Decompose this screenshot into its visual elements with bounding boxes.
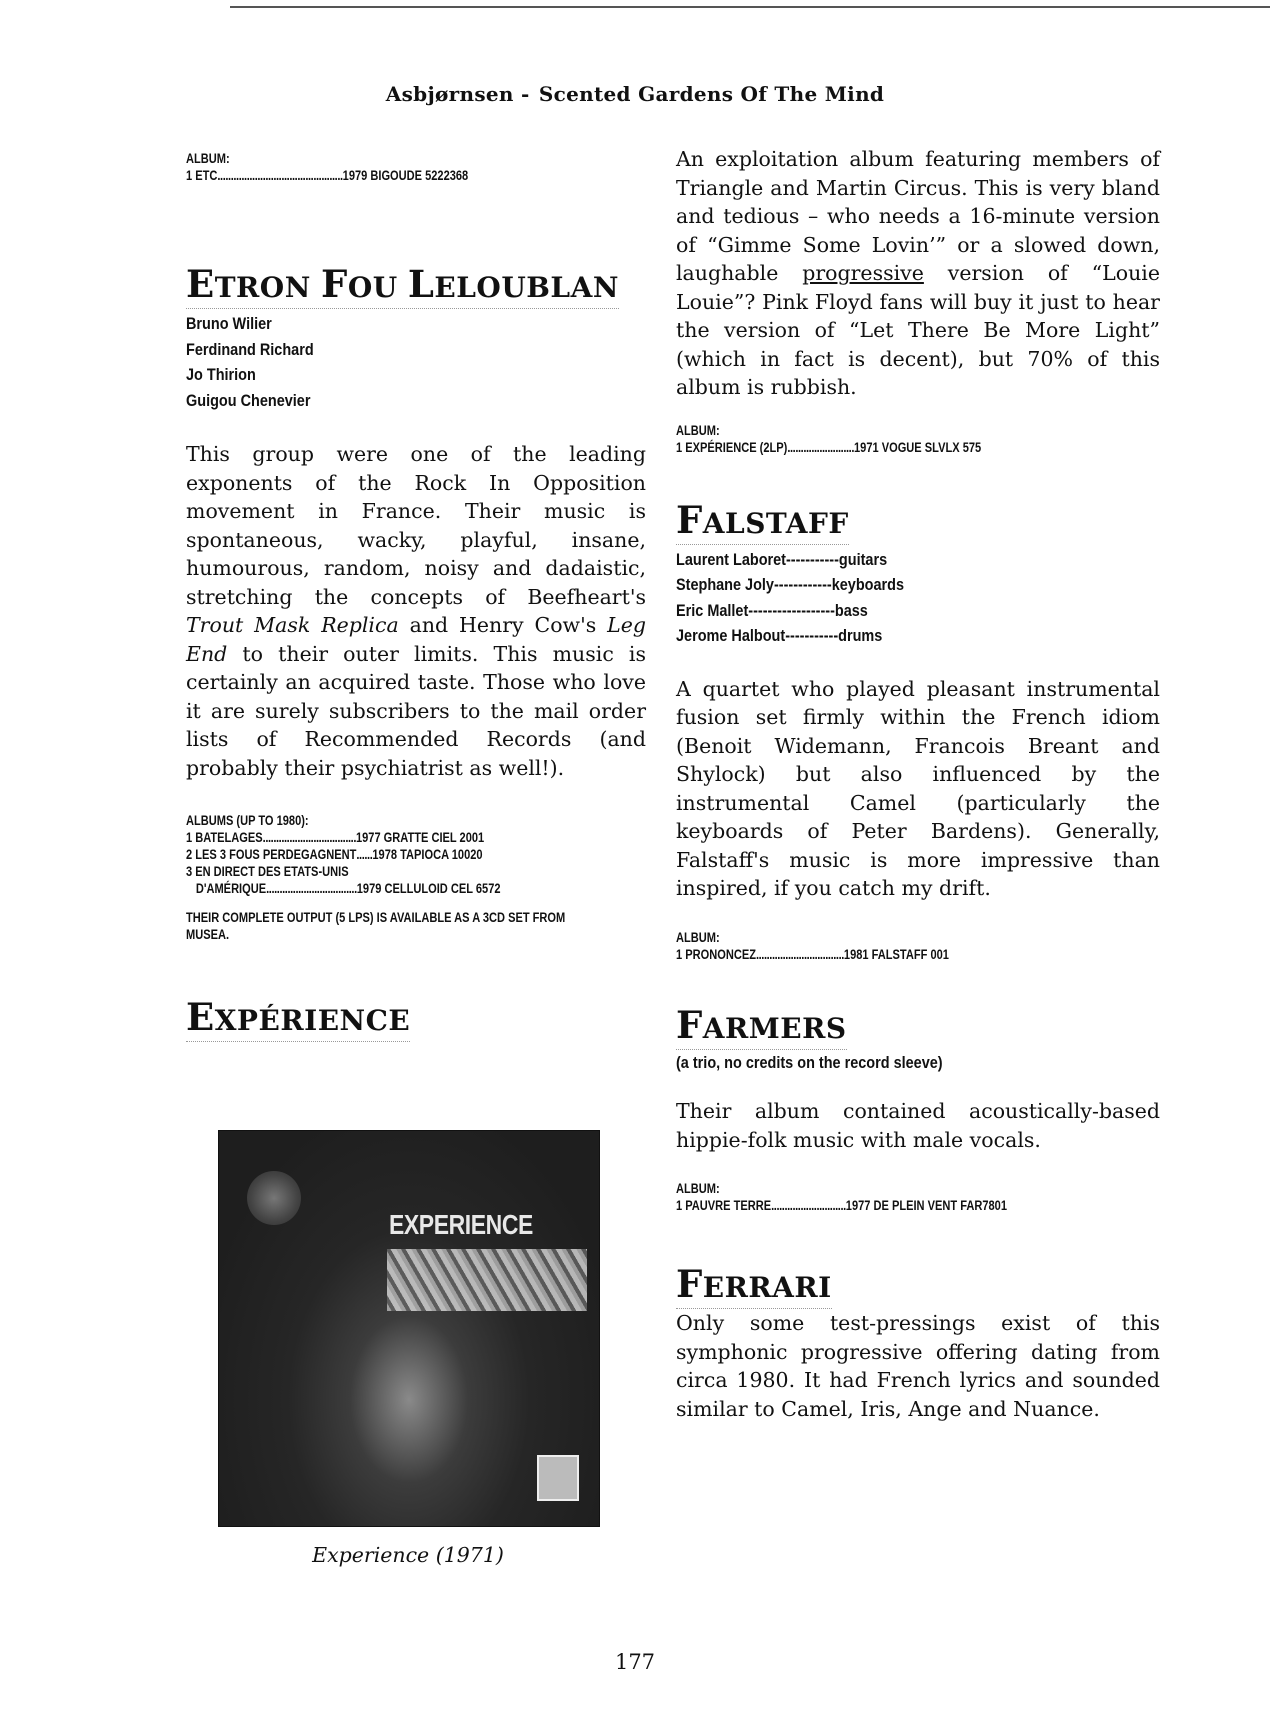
- left-column: [186, 150, 646, 1042]
- album-label: ALBUM:: [676, 422, 720, 438]
- top-rule: [230, 6, 1270, 8]
- album-row: D'AMÉRIQUE..................................1979 CELLULOID CEL 6572: [195, 881, 501, 896]
- experience-description: An exploitation album featuring members of Triangle and Martin Circus. This is very bland and tedious – who needs a 16-minute version of “Gimme Some Lovin’” or a slowed down, laughable progressive version of “Louie Louie”? Pink Floyd fans will buy it just to hear the version of “Let There Be More Light” (which in fact is decent), but 70% of this album is rubbish.: [676, 147, 1160, 399]
- right-column: [676, 145, 1160, 1423]
- album-row: 1 PRONONCEZ.................................1981 FALSTAFF 001: [676, 946, 949, 962]
- album-row: 1 EXPÉRIENCE (2LP).........................1971 VOGUE SLVLX 575: [676, 439, 982, 455]
- record-label-logo-icon: [247, 1171, 301, 1225]
- album-row: 1 PAUVRE TERRE............................1977 DE PLEIN VENT FAR7801: [676, 1198, 1007, 1213]
- member: Eric Mallet------------------bass: [676, 600, 868, 620]
- header-book-title: Scented Gardens Of The Mind: [538, 82, 885, 106]
- member: Laurent Laboret-----------guitars: [676, 549, 888, 569]
- experience-title: EXPÉRIENCE: [186, 995, 410, 1042]
- member: Jerome Halbout-----------drums: [676, 626, 883, 645]
- album-row: 2 LES 3 FOUS PERDEGAGNENT......1978 TAPIOCA 10020: [186, 847, 483, 862]
- member: Bruno Wilier: [186, 314, 272, 333]
- etron-title: ETRON FOU LELOUBLAN: [186, 262, 619, 309]
- etron-members: [186, 311, 655, 413]
- ferrari-description: Only some test-pressings exist of this symphonic progressive offering dating from circa 1980. It had French lyrics and sounded similar to Camel, Iris, Ange and Nuance.: [676, 1311, 1160, 1421]
- album-release: 1979 BIGOUDE 5222368: [342, 168, 469, 183]
- cover-artwork: [387, 1249, 587, 1311]
- etron-note: THEIR COMPLETE OUTPUT (5 LPS) IS AVAILABLE AS A 3CD SET FROM MUSEA.: [186, 910, 566, 942]
- page-number: 177: [614, 1650, 656, 1674]
- album-row: 3 EN DIRECT DES ETATS-UNIS: [186, 864, 349, 879]
- running-header: [0, 82, 1270, 106]
- experience-album-cover: [218, 1130, 600, 1527]
- member: Ferdinand Richard: [186, 339, 314, 359]
- album-label: ALBUM:: [186, 151, 230, 166]
- falstaff-title: FALSTAFF: [676, 498, 849, 545]
- ferrari-title: FERRARI: [676, 1262, 832, 1309]
- farmers-subtitle: (a trio, no credits on the record sleeve): [676, 1052, 943, 1072]
- vogue-logo-icon: [537, 1455, 579, 1501]
- member: Stephane Joly------------keyboards: [676, 575, 905, 594]
- falstaff-members: [676, 547, 1170, 649]
- album-row: [186, 167, 646, 184]
- member: Jo Thirion: [186, 365, 256, 384]
- farmers-albums: [676, 1180, 1160, 1214]
- falstaff-description: A quartet who played pleasant instrumental fusion set firmly within the French idiom (Benoit Widemann, Francois Breant and Shylock) but also influenced by the instrumental Camel (particularly the keyboards of Peter Bardens). Generally, Falstaff's music is more impressive than inspired, if you catch my drift.: [676, 676, 1160, 900]
- farmers-description: Their album contained acoustically-based hippie-folk music with male vocals.: [676, 1099, 1160, 1152]
- album-row: 1 BATELAGES...................................1977 GRATTE CIEL 2001: [186, 830, 485, 845]
- header-separator: -: [521, 82, 530, 106]
- etron-albums: [186, 812, 646, 943]
- album-label: ALBUM:: [676, 1181, 720, 1196]
- prev-entry-albums: [186, 150, 646, 184]
- etron-description: This group were one of the leading exponents of the Rock In Opposition movement in France. Their music is spontaneous, wacky, playful, insane, humourous, random, noisy and dadaistic, stretching the concepts of Beefheart's Trout Mask Replica and Henry Cow's Leg End to their outer limits. This music is certainly an acquired taste. Those who love it are surely subscribers to the mail order lists of Recommended Records (and probably their psychiatrist as well!).: [186, 442, 647, 780]
- experience-caption: Experience (1971): [312, 1543, 504, 1567]
- member: Guigou Chenevier: [186, 390, 311, 410]
- farmers-title: FARMERS: [676, 1003, 847, 1050]
- experience-albums: [676, 422, 1160, 456]
- albums-label: ALBUMS (UP TO 1980):: [186, 813, 309, 828]
- album-dots: ...............................................: [217, 168, 343, 183]
- falstaff-albums: [676, 929, 1160, 963]
- cover-title: EXPERIENCE: [389, 1209, 533, 1240]
- album-label: ALBUM:: [676, 929, 720, 945]
- header-author: Asbjørnsen: [385, 82, 514, 106]
- album-title: 1 ETC: [186, 168, 218, 183]
